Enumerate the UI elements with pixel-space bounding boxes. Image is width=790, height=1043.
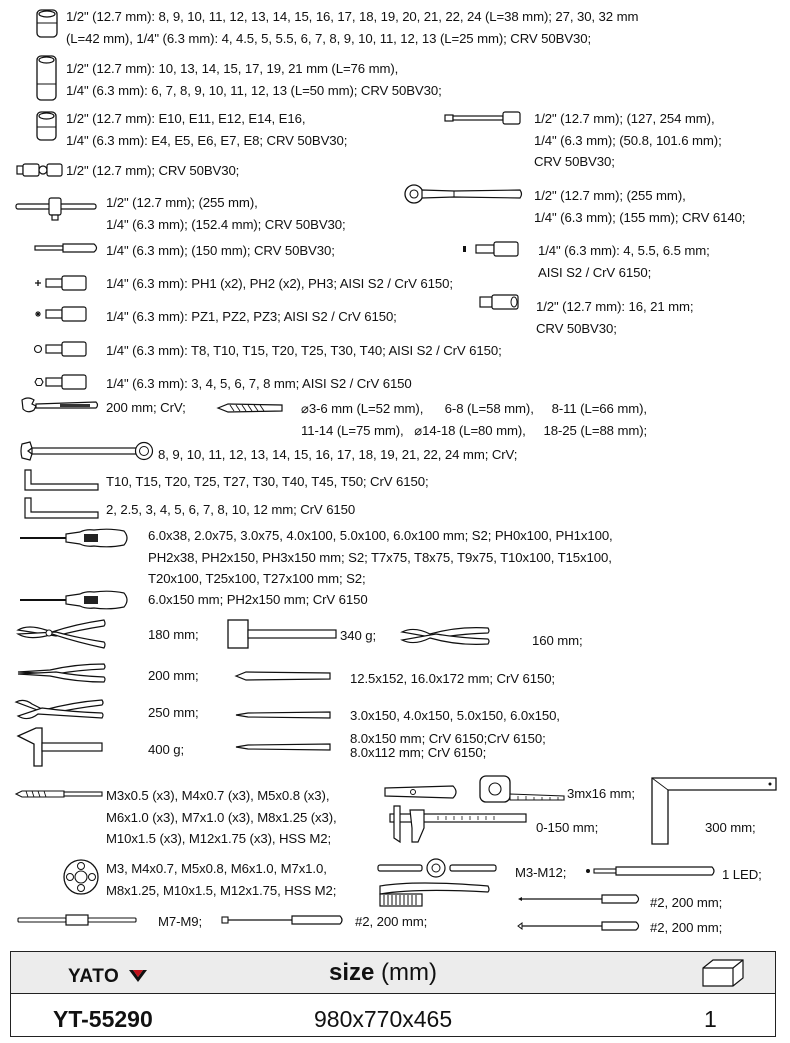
screw-extractor-icon (216, 402, 286, 414)
bit-holder-icon (462, 240, 522, 258)
combination-pliers-icon (16, 618, 108, 650)
hex-keys-icon (22, 496, 102, 520)
size-heading: size (mm) (329, 959, 438, 986)
caliper-icon (388, 804, 528, 844)
socket-icon (34, 8, 62, 38)
spec-bits-hex: 1/4" (6.3 mm): 3, 4, 5, 6, 7, 8 mm; AISI S2 / CrV 6150 (106, 376, 412, 391)
spec-extension: 1/2" (12.7 mm); (127, 254 mm), 1/4" (6.3 mm); (50.8, 101.6 mm); CRV 50BV30; (534, 111, 722, 169)
hammer-icon (14, 726, 106, 768)
threading-die-icon (62, 858, 100, 896)
brand-logo: YATO (68, 966, 149, 988)
screwdriver-icon (18, 526, 132, 550)
magnetic-pickup-icon (220, 914, 346, 926)
tap-icon (14, 788, 104, 800)
diagonal-cutters-icon (400, 622, 492, 652)
table-header (11, 952, 775, 994)
long-nose-pliers-icon (16, 660, 108, 686)
spec-sockets-std: 1/2" (12.7 mm): 8, 9, 10, 11, 12, 13, 14, 15, 16, 17, 18, 19, 20, 21, 22, 24 (L=38 mm); 27, 30, 32 mm (L=42 mm), 1/4" (6.3 mm): 4, 4.5, 5, 5.5, 6, 7, 8, 9, 10, 11, 12, 13 (L=25 mm); CRV 50BV30; (66, 9, 639, 46)
spec-long-nose: 200 mm; (148, 668, 199, 683)
sledge-hammer-icon (226, 618, 338, 650)
ratchet-icon (402, 183, 524, 205)
torx-bit-icon (32, 341, 92, 357)
pick-tool-icon (516, 919, 642, 933)
spec-dies: M3, M4x0.7, M5x0.8, M6x1.0, M7x1.0, M8x1.25, M10x1.5, M12x1.75, HSS M2; (106, 861, 337, 898)
tape-measure-icon (478, 772, 566, 806)
package-quantity: 1 (704, 1006, 717, 1032)
spec-punches: 3.0x150, 4.0x150, 5.0x150, 6.0x150, 8.0x150 mm; CrV 6150;CrV 6150; 8.0x112 mm; CrV 6150; (350, 708, 560, 760)
spec-pick-1: #2, 200 mm; (650, 895, 723, 910)
model-number: YT-55290 (53, 1006, 153, 1032)
spec-sockets-torx: 1/2" (12.7 mm): E10, E11, E12, E14, E16, 1/4" (6.3 mm): E4, E5, E6, E7, E8; CRV 50BV30; (66, 111, 348, 148)
spec-hammer: 400 g; (148, 742, 185, 757)
spec-combo-pliers: 180 mm; (148, 627, 199, 642)
spec-caliper: 0-150 mm; (536, 820, 599, 835)
pz-bit-icon (32, 306, 92, 322)
die-holder-icon (376, 858, 498, 878)
spec-bits-t: 1/4" (6.3 mm): T8, T10, T15, T20, T25, T30, T40; AISI S2 / CrV 6150; (106, 343, 502, 358)
utility-knife-icon (383, 782, 461, 802)
ph-bit-icon (32, 275, 92, 291)
wire-brush-icon (376, 878, 492, 908)
water-pump-pliers-icon (14, 696, 106, 724)
spec-led: 1 LED; (722, 867, 762, 882)
spec-square: 300 mm; (705, 820, 756, 835)
spec-combo-wrench: 8, 9, 10, 11, 12, 13, 14, 15, 16, 17, 18, 19, 21, 22, 24 mm; CrV; (158, 447, 518, 462)
spec-hammer-small: 340 g; (340, 628, 377, 643)
torx-socket-icon (34, 110, 60, 142)
brand-logo-mark-icon (127, 968, 149, 984)
spec-bits-pz: 1/4" (6.3 mm): PZ1, PZ2, PZ3; AISI S2 / CrV 6150; (106, 309, 397, 324)
spec-water-pump: 250 mm; (148, 705, 199, 720)
spec-pick-2: #2, 200 mm; (650, 920, 723, 935)
spec-hex-keys: 2, 2.5, 3, 4, 5, 6, 7, 8, 10, 12 mm; CrV 6150 (106, 502, 356, 517)
universal-joint-icon (16, 161, 64, 179)
pin-punch-icon (234, 710, 334, 720)
torx-keys-icon (22, 468, 102, 492)
spec-ujoint: 1/2" (12.7 mm); CRV 50BV30; (66, 163, 240, 178)
spec-torx-keys: T10, T15, T20, T25, T27, T30, T40, T45, T50; CrV 6150; (106, 474, 429, 489)
spec-tape: 3mx16 mm; (567, 786, 635, 801)
chisel-icon (234, 670, 334, 682)
try-square-icon (650, 776, 778, 846)
tap-wrench-icon (16, 912, 140, 928)
package-box-icon (701, 958, 745, 988)
spec-pickup: #2, 200 mm; (355, 914, 428, 929)
combination-wrench-icon (20, 439, 154, 463)
spec-adj-wrench: 200 mm; CrV; (106, 400, 186, 415)
deep-socket-icon (34, 54, 60, 102)
spec-die-holder: M3-M12; (515, 865, 567, 880)
screwdriver-short-icon (18, 588, 132, 612)
adjustable-wrench-icon (20, 396, 100, 416)
package-dimensions: 980x770x465 (314, 1006, 453, 1032)
spec-cutters: 160 mm; (532, 633, 583, 648)
led-pickup-tool-icon (584, 864, 718, 878)
spec-taps: M3x0.5 (x3), M4x0.7 (x3), M5x0.8 (x3), M6x1.0 (x3), M7x1.0 (x3), M8x1.25 (x3), M10x1.5 (x3), M12x1.75 (x3), HSS M2; (106, 788, 337, 846)
spec-screwdrivers: 6.0x38, 2.0x75, 3.0x75, 4.0x100, 5.0x100, 6.0x100 mm; S2; PH0x100, PH1x100, PH2x38, PH2x150, PH3x150 mm; S2; T7x75, T8x75, T9x75, T10x100, T15x100, T20x100, T25x100, T27x100 mm; S2; 6.0x150 mm; PH2x150 mm; CrV 6150 (148, 528, 613, 607)
spinner-handle-icon (34, 242, 100, 254)
hex-bit-icon (32, 374, 92, 390)
center-punch-icon (234, 742, 334, 752)
spec-chisels: 12.5x152, 16.0x172 mm; CrV 6150; (350, 671, 555, 686)
extension-bar-icon (444, 110, 522, 126)
spec-spinner: 1/4" (6.3 mm); (150 mm); CRV 50BV30; (106, 243, 335, 258)
spec-tap-wrench: M7-M9; (158, 914, 203, 929)
spec-sockets-deep: 1/2" (12.7 mm): 10, 13, 14, 15, 17, 19, 21 mm (L=76 mm), 1/4" (6.3 mm): 6, 7, 8, 9, 10, 11, 12, 13 (L=50 mm); CRV 50BV30; (66, 61, 442, 98)
spark-plug-socket-icon (478, 293, 522, 311)
t-bar-icon (15, 195, 97, 221)
product-info-table (10, 951, 776, 1037)
spec-spark-socket: 1/2" (12.7 mm): 16, 21 mm; CRV 50BV30; (536, 299, 694, 336)
spec-bit-holder: 1/4" (6.3 mm): 4, 5.5, 6.5 mm; AISI S2 / CrV 6150; (538, 243, 710, 280)
spec-ratchet: 1/2" (12.7 mm); (255 mm), 1/4" (6.3 mm); (155 mm); CRV 6140; (534, 188, 746, 225)
pick-tool-icon (516, 892, 642, 906)
spec-tbar: 1/2" (12.7 mm); (255 mm), 1/4" (6.3 mm); (152.4 mm); CRV 50BV30; (106, 195, 346, 232)
spec-bits-ph: 1/4" (6.3 mm): PH1 (x2), PH2 (x2), PH3; AISI S2 / CrV 6150; (106, 276, 453, 291)
spec-extractors: ⌀3-6 mm (L=52 mm), 6-8 (L=58 mm), 8-11 (L=66 mm), 11-14 (L=75 mm), ⌀14-18 (L=80 mm), 18-25 (L=88 mm); (301, 401, 648, 438)
